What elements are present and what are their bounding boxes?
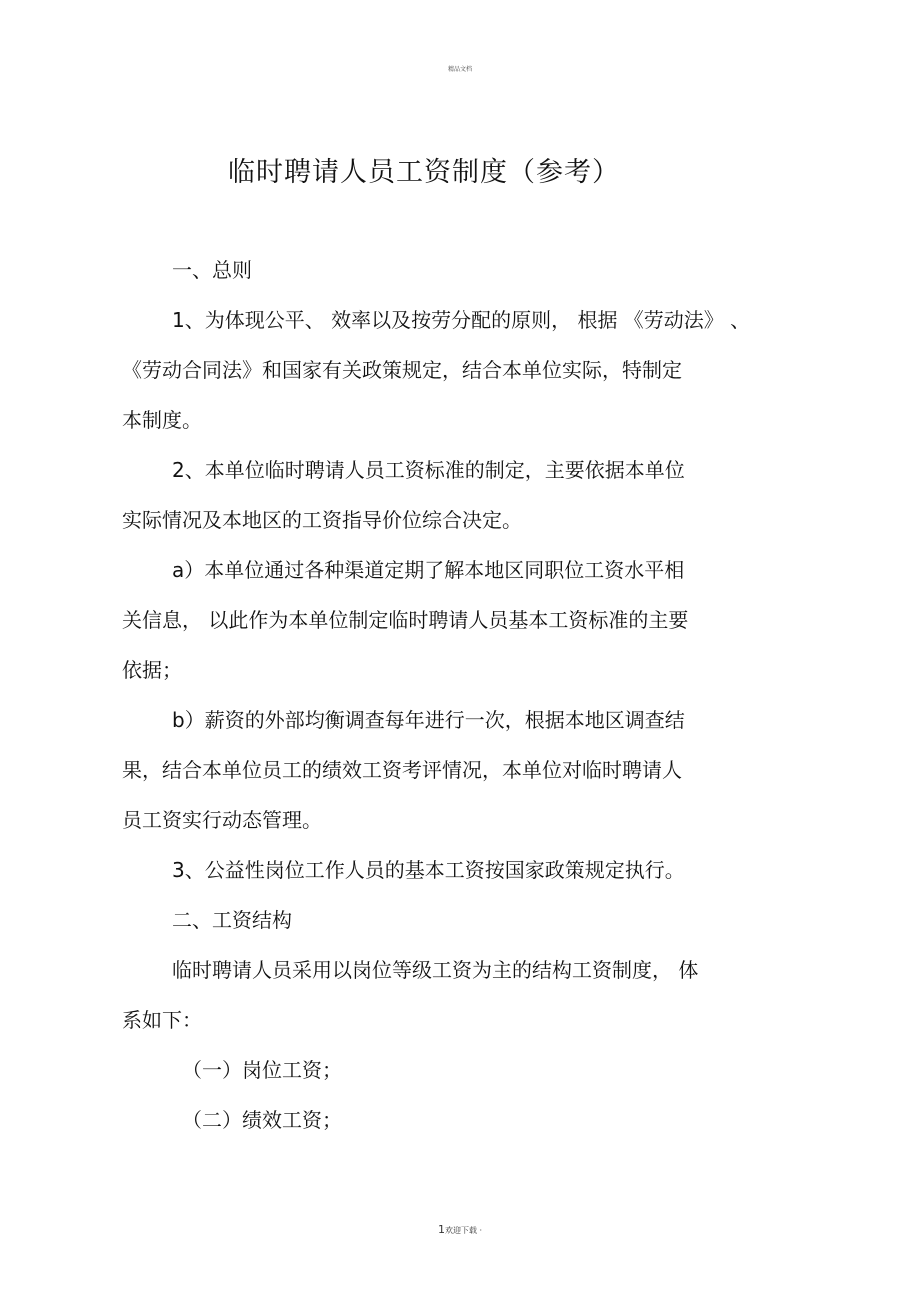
- paragraph-line: 依据；: [122, 658, 182, 682]
- paragraph-line: 关信息， 以此作为本单位制定临时聘请人员基本工资标准的主要: [122, 608, 689, 632]
- paragraph-line: 临时聘请人员采用以岗位等级工资为主的结构工资制度， 体: [172, 958, 699, 982]
- paragraph-line: b）薪资的外部均衡调查每年进行一次，根据本地区调查结: [172, 708, 685, 732]
- paragraph-line: 本制度。: [122, 408, 202, 432]
- paragraph-line: 1、为体现公平、 效率以及按劳分配的原则， 根据 《劳动法》 、: [172, 308, 751, 332]
- paragraph-line: 员工资实行动态管理。: [122, 808, 322, 832]
- paragraph-line: 系如下：: [122, 1008, 202, 1032]
- header-watermark: 精品文档: [447, 66, 472, 73]
- paragraph-line: 《劳动合同法》和国家有关政策规定，结合本单位实际，特制定: [122, 358, 682, 382]
- paragraph-line: a）本单位通过各种渠道定期了解本地区同职位工资水平相: [172, 558, 685, 582]
- page-number: 1: [437, 1223, 445, 1236]
- list-item: （二）绩效工资；: [182, 1108, 342, 1132]
- paragraph-line: 实际情况及本地区的工资指导价位综合决定。: [122, 508, 522, 532]
- section-heading-general: 一、总则: [172, 258, 252, 282]
- list-item: （一）岗位工资；: [182, 1058, 342, 1082]
- paragraph-line: 2、本单位临时聘请人员工资标准的制定，主要依据本单位: [172, 458, 685, 482]
- page-footer: [0, 1223, 920, 1236]
- paragraph-line: 果，结合本单位员工的绩效工资考评情况，本单位对临时聘请人: [122, 758, 682, 782]
- document-title: 临时聘请人员工资制度（参考）: [228, 157, 620, 188]
- paragraph-line: 3、公益性岗位工作人员的基本工资按国家政策规定执行。: [172, 858, 685, 882]
- section-heading-salary-structure: 二、工资结构: [172, 908, 292, 932]
- footer-text: 欢迎下载 ·: [444, 1226, 483, 1235]
